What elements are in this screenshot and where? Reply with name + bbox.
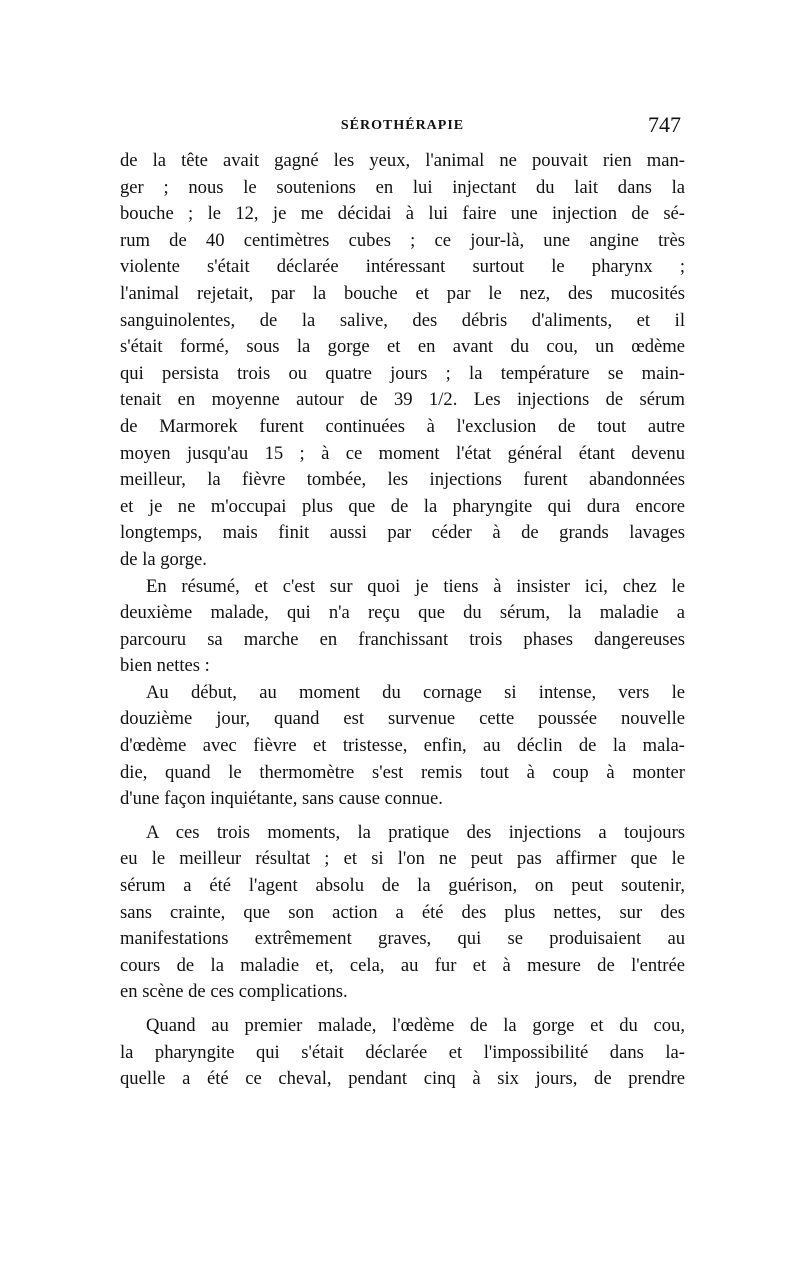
text-line: sans crainte, que son action a été des plus nettes, sur des	[120, 901, 685, 923]
text-line: l'animal rejetait, par la bouche et par le nez, des mucosités	[120, 282, 685, 304]
text-line: de la tête avait gagné les yeux, l'animal ne pouvait rien man-	[120, 150, 685, 171]
text-line: ger ; nous le soutenions en lui injectant du lait dans la	[120, 176, 685, 198]
text-line: en scène de ces complications.	[120, 981, 348, 1003]
text-line: quelle a été ce cheval, pendant cinq à six jours, de prendre	[120, 1068, 685, 1090]
text-line: Quand au premier malade, l'œdème de la gorge et du cou,	[146, 1015, 685, 1036]
text-line: s'était formé, sous la gorge et en avant du cou, un œdème	[120, 336, 685, 358]
paragraph	[120, 820, 685, 1006]
paragraph	[120, 680, 685, 813]
paragraph	[120, 148, 685, 574]
text-line: cours de la maladie et, cela, au fur et à mesure de l'entrée	[120, 954, 685, 976]
text-line: la pharyngite qui s'était déclarée et l'impossibilité dans la-	[120, 1041, 685, 1063]
paragraph	[120, 1013, 685, 1093]
text-line: tenait en moyenne autour de 39 1/2. Les injections de sérum	[120, 389, 685, 411]
text-line: manifestations extrêmement graves, qui se produisaient au	[120, 928, 685, 950]
page-number: 747	[648, 112, 681, 137]
text-line: d'œdème avec fièvre et tristesse, enfin, au déclin de la mala-	[120, 735, 685, 757]
text-line: deuxième malade, qui n'a reçu que du sérum, la maladie a	[120, 602, 685, 624]
text-line: sérum a été l'agent absolu de la guérison, on peut soutenir,	[120, 875, 685, 897]
text-line: rum de 40 centimètres cubes ; ce jour-là, une angine très	[120, 229, 685, 251]
text-line: Au début, au moment du cornage si intense, vers le	[146, 681, 685, 703]
paragraph-spacer	[120, 813, 685, 820]
running-title: SÉROTHÉRAPIE	[340, 118, 465, 133]
text-line: meilleur, la fièvre tombée, les injections furent abandonnées	[120, 469, 685, 491]
text-line: bouche ; le 12, je me décidai à lui faire une injection de sé-	[120, 203, 685, 225]
text-line: eu le meilleur résultat ; et si l'on ne peut pas affirmer que le	[120, 848, 685, 870]
text-line: bien nettes :	[120, 655, 210, 677]
text-line: longtemps, mais finit aussi par céder à de grands lavages	[120, 522, 685, 544]
text-line: sanguinolentes, de la salive, des débris d'aliments, et il	[120, 309, 685, 331]
text-line: parcouru sa marche en franchissant trois phases dangereuses	[120, 628, 685, 650]
text-line: douzième jour, quand est survenue cette poussée nouvelle	[120, 708, 685, 730]
body-text	[120, 148, 685, 1093]
paragraph	[120, 574, 685, 680]
text-line: En résumé, et c'est sur quoi je tiens à insister ici, chez le	[146, 575, 685, 597]
text-line: violente s'était déclarée intéressant surtout le pharynx ;	[120, 256, 685, 278]
text-line: qui persista trois ou quatre jours ; la température se main-	[120, 362, 685, 384]
text-line: et je ne m'occupai plus que de la pharyngite qui dura encore	[120, 495, 685, 517]
text-line: de la gorge.	[120, 548, 207, 570]
text-line: moyen jusqu'au 15 ; à ce moment l'état général étant devenu	[120, 442, 685, 464]
paragraph-spacer	[120, 1006, 685, 1013]
text-line: d'une façon inquiétante, sans cause connue.	[120, 788, 443, 810]
text-line: de Marmorek furent continuées à l'exclusion de tout autre	[120, 415, 685, 437]
running-header	[120, 112, 685, 142]
text-line: die, quand le thermomètre s'est remis tout à coup à monter	[120, 761, 685, 783]
text-line: A ces trois moments, la pratique des injections a toujours	[146, 821, 685, 843]
